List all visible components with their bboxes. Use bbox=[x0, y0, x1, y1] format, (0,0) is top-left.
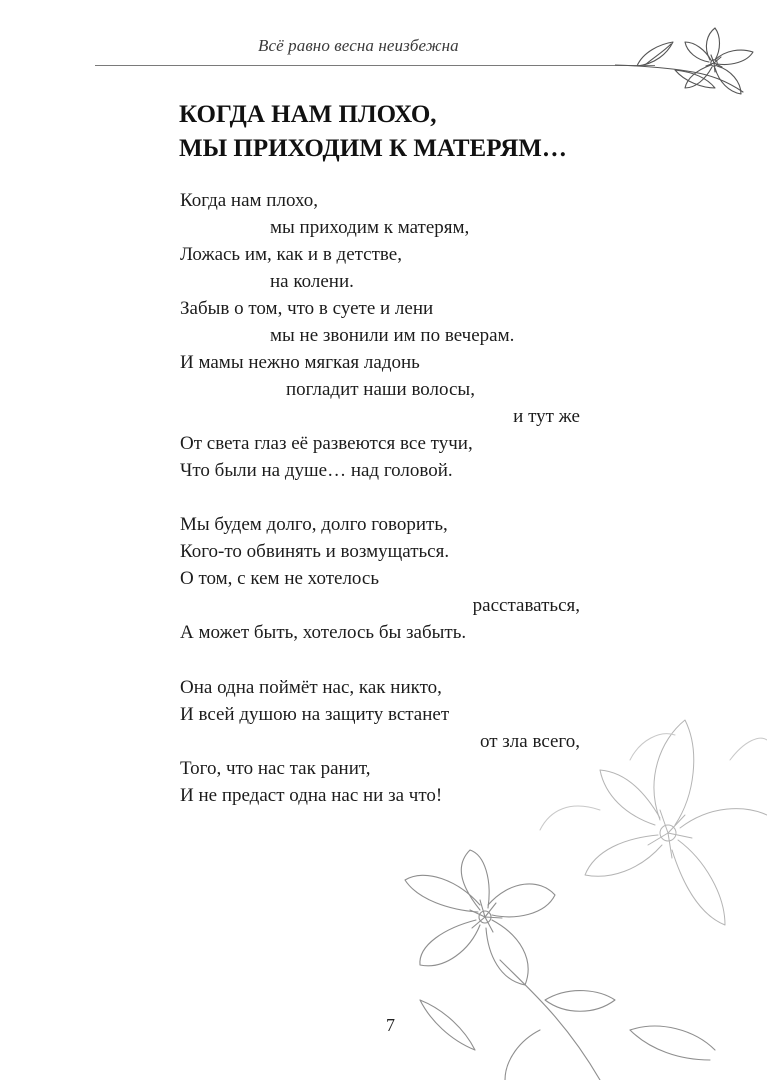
poem-line: Мы будем долго, долго говорить, bbox=[180, 514, 448, 535]
poem-line: мы не звонили им по вечерам. bbox=[270, 325, 515, 346]
poem-line: От света глаз её развеются все тучи, bbox=[180, 433, 473, 454]
poem-line: И не предаст одна нас ни за что! bbox=[180, 785, 443, 806]
poem-line: Она одна поймёт нас, как никто, bbox=[180, 677, 442, 698]
poem-line: расставаться, bbox=[472, 595, 580, 616]
page-number: 7 bbox=[386, 1015, 395, 1035]
poem-line: А может быть, хотелось бы забыть. bbox=[180, 622, 467, 643]
poem-title bbox=[179, 98, 567, 166]
flower-branch-icon bbox=[615, 22, 765, 112]
poem-line: Когда нам плохо, bbox=[180, 190, 319, 211]
flower-sketch-icon bbox=[300, 700, 767, 1080]
poem-line: Кого-то обвинять и возмущаться. bbox=[180, 541, 450, 562]
header-rule bbox=[95, 65, 655, 66]
title-line-1: КОГДА НАМ ПЛОХО, bbox=[179, 101, 437, 128]
poem-line: И всей душою на защиту встанет bbox=[180, 704, 450, 725]
poem-line: от зла всего, bbox=[479, 731, 580, 752]
poem-line: Что были на душе… над головой. bbox=[180, 460, 453, 481]
poem-line: И мамы нежно мягкая ладонь bbox=[180, 352, 420, 373]
poem-line: Забыв о том, что в суете и лени bbox=[180, 298, 434, 319]
poem-line: О том, с кем не хотелось bbox=[180, 568, 379, 589]
poem-line: Ложась им, как и в детстве, bbox=[180, 244, 402, 265]
poem-line: погладит наши волосы, bbox=[286, 379, 475, 400]
title-line-2: МЫ ПРИХОДИМ К МАТЕРЯМ… bbox=[179, 135, 567, 162]
poem-line: Того, что нас так ранит, bbox=[180, 758, 371, 779]
poem-line: и тут же bbox=[513, 406, 580, 427]
running-header: Всё равно весна неизбежна bbox=[258, 36, 459, 55]
poem-line: мы приходим к матерям, bbox=[270, 217, 470, 238]
poem-line: на колени. bbox=[270, 271, 354, 292]
